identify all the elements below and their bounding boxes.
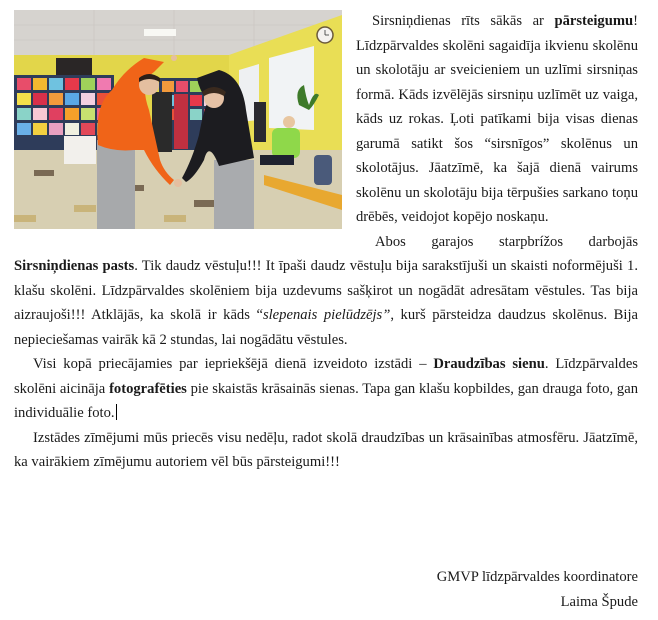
text-segment-italic: slepenais pielūdzējs” xyxy=(262,307,391,323)
paragraph-4 xyxy=(14,426,638,475)
text-segment: ! Līdzpārvaldes skolēni sagaidīja ikvienu skolēnu un skolotāju ar sveicieniem un uzlīmi sirsniņas formā. Kāds izvēlējās sirsniņu uzlīmēt uz vaiga, kāds uz rokas. Ļoti patīkami bija visas dienas garumā satikt šos “sirsnīgos” skolēnus un skolotājus. Jāatzīmē, ka šajā dienā vairums skolēnu un skolotāju bija tērpušies sarkano toņu drēbēs, veidojot kopējo noskaņu. xyxy=(356,13,638,225)
text-segment: Sirsniņdienas rīts sākās ar xyxy=(372,13,555,29)
text-segment-bold: pārsteigumu xyxy=(554,13,634,29)
text-segment: Izstādes zīmējumi mūs priecēs visu nedēļu, radot skolā draudzības un krāsainības atmosfēru. Jāatzīmē, ka vairākiem zīmējumu autoriem vēl būs pārsteigumi!!! xyxy=(14,429,638,470)
text-segment-bold: Sirsniņdienas pasts xyxy=(14,258,135,274)
text-segment: . Tik daudz vēstuļu!!! It īpaši daudz vēstuļu bija sarakstījuši un skaisti noformējuši 1. klašu skolēni. Līdzpārvaldes skolēniem bija uzdevums sašķirot un nogādāt adresātam vēstules. Tas bija aizraujoši!!! Atklājās, ka skolā ir kāds “ xyxy=(14,258,638,323)
text-segment: Abos garajos starpbrížos darbojās xyxy=(375,233,638,250)
text-segment: , kurš pārsteidza daudzus skolēnus. Bija nepieciešamas vairāk kā 2 stundas, lai nogādātu vēstules. xyxy=(14,307,638,348)
signature-name: Laima Špude xyxy=(560,593,638,610)
photo-image-icon xyxy=(14,10,342,229)
paragraph-3 xyxy=(14,352,638,426)
text-segment: Visi kopā priecājamies par iepriekšējā dienā izveidoto izstādi – xyxy=(33,356,434,372)
text-cursor[interactable] xyxy=(116,404,117,420)
signature-block xyxy=(437,565,638,614)
text-segment-bold: Draudzības sienu xyxy=(433,356,545,372)
text-segment: pie skaistās krāsainās sienas. Tapa gan klašu kopbildes, gan drauga foto, gan individuālie foto. xyxy=(14,380,638,421)
paragraph-2 xyxy=(14,230,638,353)
article-photo xyxy=(14,10,342,229)
document-page xyxy=(14,9,638,475)
signature-role: GMVP līdzpārvaldes koordinatore xyxy=(436,569,638,585)
text-segment-bold: fotografēties xyxy=(109,380,187,397)
text-segment: . Līdzpārvaldes skolēni aicināja xyxy=(14,356,638,397)
